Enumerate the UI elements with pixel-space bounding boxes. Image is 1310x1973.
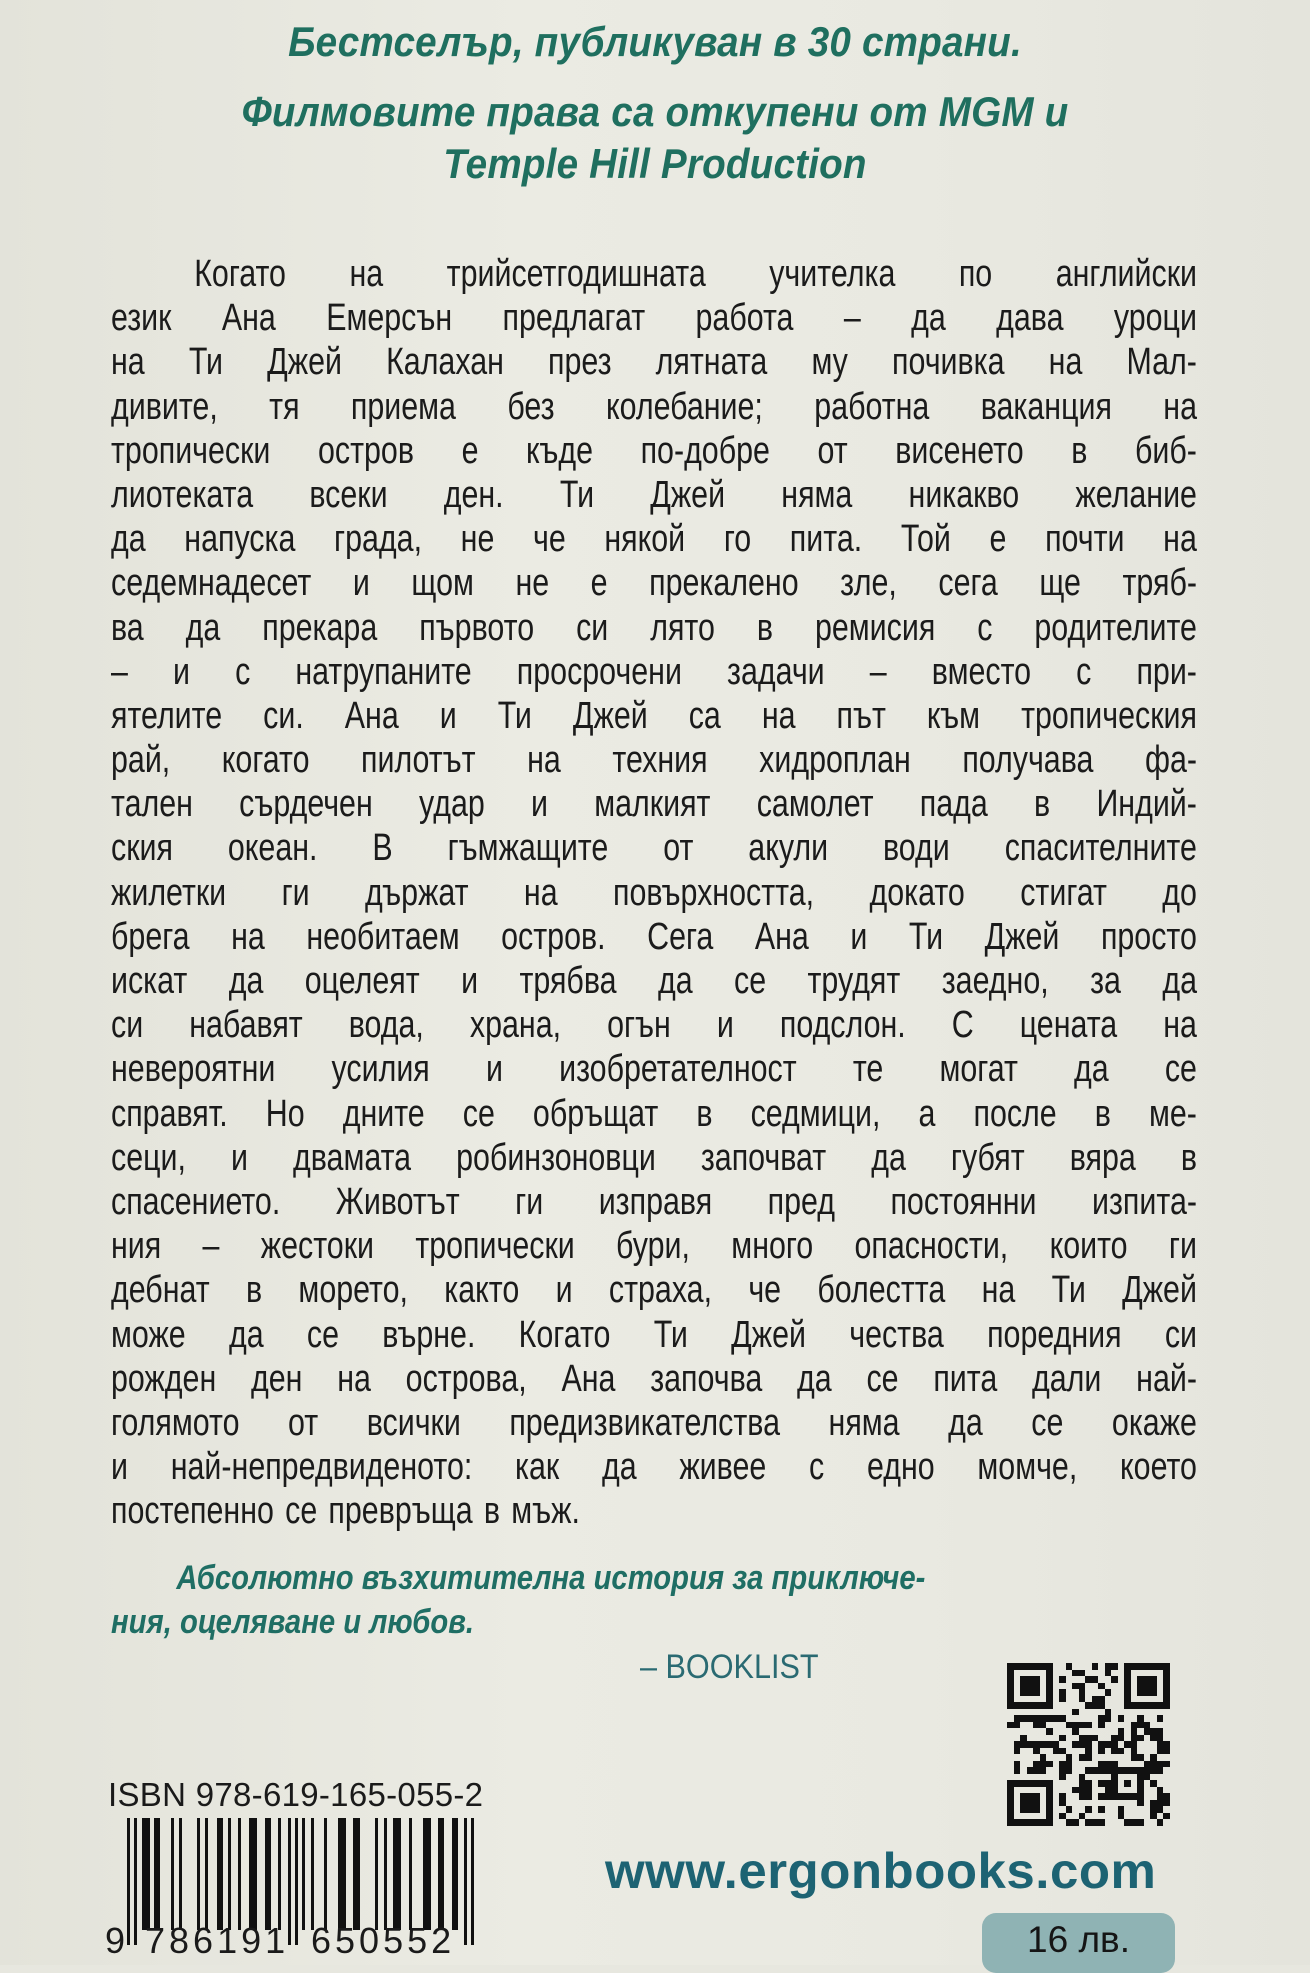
blurb-line: ския океан. В гъмжащите от акули води спасителните <box>111 827 1197 870</box>
blurb-line: брега на необитаем остров. Сега Ана и Ти Джей просто <box>111 915 1197 958</box>
barcode-digits-left: 786191 <box>145 1920 290 1961</box>
blurb-line: език Ана Емерсън предлагат работа – да дава уроци <box>111 297 1197 340</box>
blurb-line: ва да прекара първото си лято в ремисия с родителите <box>111 606 1197 649</box>
blurb-line: ния – жестоки тропически бури, много опасности, които ги <box>111 1225 1197 1268</box>
blurb-line: дивите, тя приема без колебание; работна ваканция на <box>111 385 1197 428</box>
review-quote-line-2: ния, оцеляване и любов. <box>111 1603 475 1641</box>
blurb-line: да напуска града, не че някой го пита. Той е почти на <box>111 518 1197 561</box>
blurb-line: справят. Но дните се обръщат в седмици, а после в ме- <box>111 1092 1197 1135</box>
isbn-label: ISBN 978-619-165-055-2 <box>108 1776 484 1813</box>
barcode-digits-right: 650552 <box>311 1920 456 1961</box>
blurb-line: искат да оцелеят и трябва да се трудят заедно, за да <box>111 960 1197 1002</box>
blurb-line: – и с натрупаните просрочени задачи – вместо с при- <box>111 650 1197 693</box>
review-source: – BOOKLIST <box>640 1648 819 1686</box>
blurb-line: и най-непредвиденото: как да живее с едно момче, което <box>111 1446 1197 1489</box>
publisher-website-link[interactable]: www.ergonbooks.com <box>605 1843 1157 1899</box>
blurb-line: седемнадесет и щом не е прекалено зле, сега ще тряб- <box>111 562 1197 605</box>
headline-bestseller: Бестселър, публикуван в 30 страни. <box>288 18 1022 65</box>
review-quote <box>111 1556 1197 1644</box>
review-quote-line-1: Абсолютно възхитителна история за приключе- <box>176 1559 926 1597</box>
blurb-line: ятелите си. Ана и Ти Джей са на път към тропическия <box>111 694 1197 737</box>
blurb-line: жилетки ги държат на повърхността, докато стигат до <box>111 871 1197 914</box>
blurb-line: тропически остров е къде по-добре от висенето в биб- <box>111 429 1197 472</box>
blurb-line: лиотеката всеки ден. Ти Джей няма никакво желание <box>111 473 1197 516</box>
blurb-line: дебнат в морето, както и страха, че болестта на Ти Джей <box>111 1269 1197 1312</box>
blurb-line: голямото от всички предизвикателства няма да се окаже <box>111 1401 1197 1444</box>
price-label: 16 лв. <box>1027 1919 1130 1960</box>
blurb-line: рожден ден на острова, Ана започва да се пита дали най- <box>111 1357 1197 1400</box>
qr-code-icon[interactable] <box>1007 1663 1170 1826</box>
blurb-line: си набавят вода, храна, огън и подслон. С цената на <box>111 1004 1197 1047</box>
blurb-line: Когато на трийсетгодишната учителка по английски <box>194 253 1197 295</box>
blurb-line: постепенно се превръща в мъж. <box>111 1490 580 1533</box>
blurb-line: тален сърдечен удар и малкият самолет пада в Индий- <box>111 783 1197 826</box>
barcode-digit-first: 9 <box>105 1920 130 1961</box>
headline-production: Temple Hill Production <box>443 140 867 187</box>
blurb-line: спасението. Животът ги изправя пред постоянни изпита- <box>111 1180 1197 1223</box>
blurb-line: сеци, и двамата робинзоновци започват да губят вяра в <box>111 1136 1197 1179</box>
blurb-line: невероятни усилия и изобретателност те могат да се <box>111 1048 1197 1091</box>
price-badge <box>982 1913 1175 1973</box>
blurb-line: може да се върне. Когато Ти Джей чества поредния си <box>111 1313 1197 1356</box>
blurb-line: рай, когато пилотът на техния хидроплан получава фа- <box>111 739 1197 782</box>
headline-film-rights: Филмовите права са откупени от MGM и <box>241 88 1069 135</box>
book-blurb <box>111 252 1197 1533</box>
blurb-line: на Ти Джей Калахан през лятната му почивка на Мал- <box>111 341 1197 384</box>
